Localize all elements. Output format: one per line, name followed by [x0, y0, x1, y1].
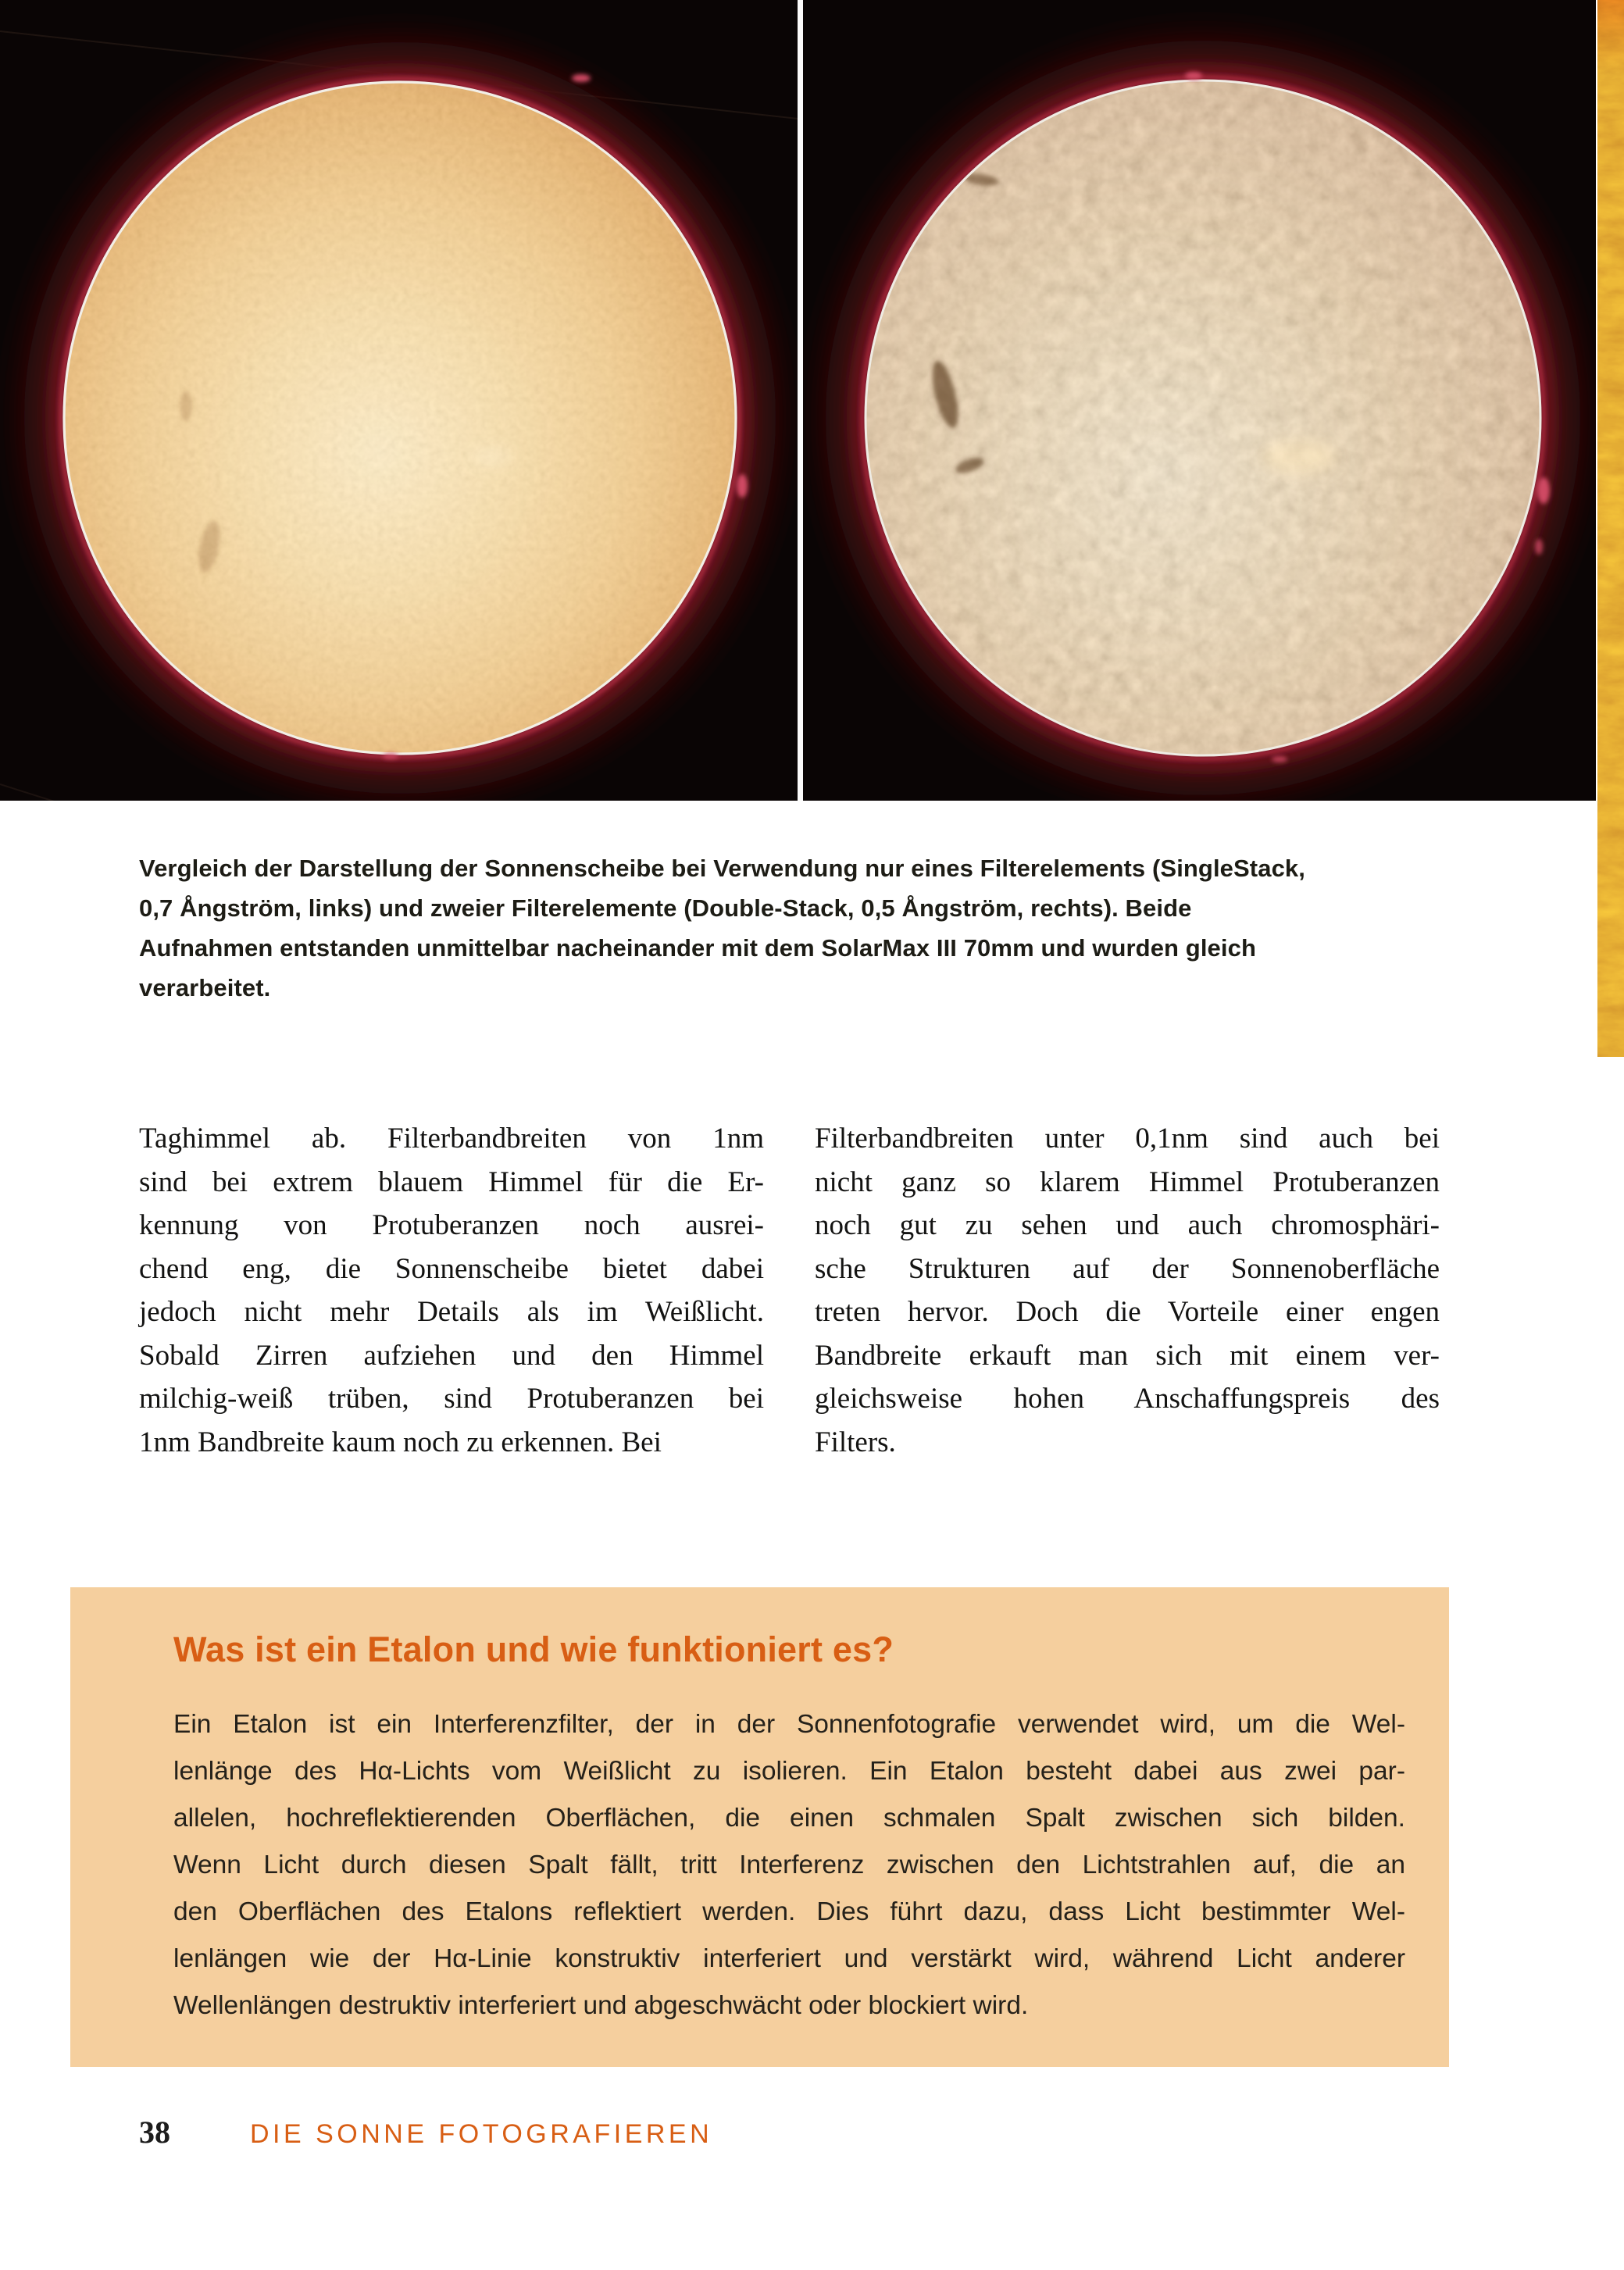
text-line: treten hervor. Doch die Vorteile einer engen — [815, 1296, 1440, 1328]
text-line: chend eng, die Sonnenscheibe bietet dabei — [139, 1252, 764, 1285]
text-line: sind bei extrem blauem Himmel für die Er- — [139, 1165, 764, 1198]
text-line: Wellenlängen destruktiv interferiert und abgeschwächt oder blockiert wird. — [173, 1991, 1029, 2020]
sun-photo-single-stack — [0, 0, 798, 801]
text-line: Filters. — [815, 1426, 896, 1458]
text-line: jedoch nicht mehr Details als im Weißlicht. — [139, 1296, 764, 1328]
text-line: milchig-weiß trüben, sind Protuberanzen bei — [139, 1383, 764, 1415]
text-line: 1nm Bandbreite kaum noch zu erkennen. Bei — [139, 1426, 662, 1458]
text-line: lenlängen wie der Hα-Linie konstruktiv interferiert und verstärkt wird, während Licht anderer — [173, 1944, 1405, 1973]
page-edge-solar-texture-image — [1597, 0, 1624, 1057]
article-body — [139, 1117, 1440, 1464]
text-line: Aufnahmen entstanden unmittelbar nacheinander mit dem SolarMax III 70mm und wurden gleich — [139, 934, 1256, 962]
text-line: sche Strukturen auf der Sonnenoberfläche — [815, 1252, 1440, 1285]
text-line: Filterbandbreiten unter 0,1nm sind auch bei — [815, 1123, 1440, 1155]
text-line: Bandbreite erkauft man sich mit einem ver- — [815, 1339, 1440, 1372]
infobox-title: Was ist ein Etalon und wie funktioniert es? — [173, 1629, 894, 1669]
body-column-right — [815, 1117, 1440, 1464]
text-line: Ein Etalon ist ein Interferenzfilter, der in der Sonnenfotografie verwendet wird, um die Wel- — [173, 1710, 1405, 1739]
running-title: DIE SONNE FOTOGRAFIEREN — [250, 2119, 713, 2149]
text-line: Sobald Zirren aufziehen und den Himmel — [139, 1339, 764, 1372]
text-line: nicht ganz so klarem Himmel Protuberanzen — [815, 1165, 1440, 1198]
text-line: Taghimmel ab. Filterbandbreiten von 1nm — [139, 1123, 764, 1155]
sun-surface-texture-left — [64, 82, 736, 754]
body-column-left — [139, 1117, 764, 1464]
text-line: lenlänge des Hα-Lichts vom Weißlicht zu isolieren. Ein Etalon besteht dabei aus zwei par- — [173, 1757, 1405, 1786]
figure-caption — [139, 848, 1467, 1008]
text-line: kennung von Protuberanzen noch ausrei- — [139, 1209, 764, 1241]
text-line: noch gut zu sehen und auch chromosphäri- — [815, 1209, 1440, 1241]
text-line: Wenn Licht durch diesen Spalt fällt, tritt Interferenz zwischen den Lichtstrahlen auf, die an — [173, 1851, 1405, 1879]
image-divider — [798, 0, 803, 801]
text-line: allelen, hochreflektierenden Oberflächen, die einen schmalen Spalt zwischen sich bilden. — [173, 1804, 1405, 1833]
text-line: 0,7 Ångström, links) und zweier Filterelemente (Double-Stack, 0,5 Ångström, rechts). Beide — [139, 894, 1192, 922]
text-line: verarbeitet. — [139, 974, 271, 1001]
etalon-infobox — [70, 1587, 1449, 2067]
text-line: Vergleich der Darstellung der Sonnenscheibe bei Verwendung nur eines Filterelements (SingleStack, — [139, 855, 1305, 882]
infobox-body — [173, 1701, 1405, 2029]
text-line: den Oberflächen des Etalons reflektiert werden. Dies führt dazu, dass Licht bestimmter Wel- — [173, 1897, 1405, 1926]
text-line: gleichsweise hohen Anschaffungspreis des — [815, 1383, 1440, 1415]
sun-photo-double-stack — [803, 0, 1596, 801]
sun-surface-texture-right — [866, 80, 1540, 755]
page-footer — [139, 2114, 712, 2150]
page-number: 38 — [139, 2115, 170, 2150]
solar-comparison-figure — [0, 0, 1596, 801]
